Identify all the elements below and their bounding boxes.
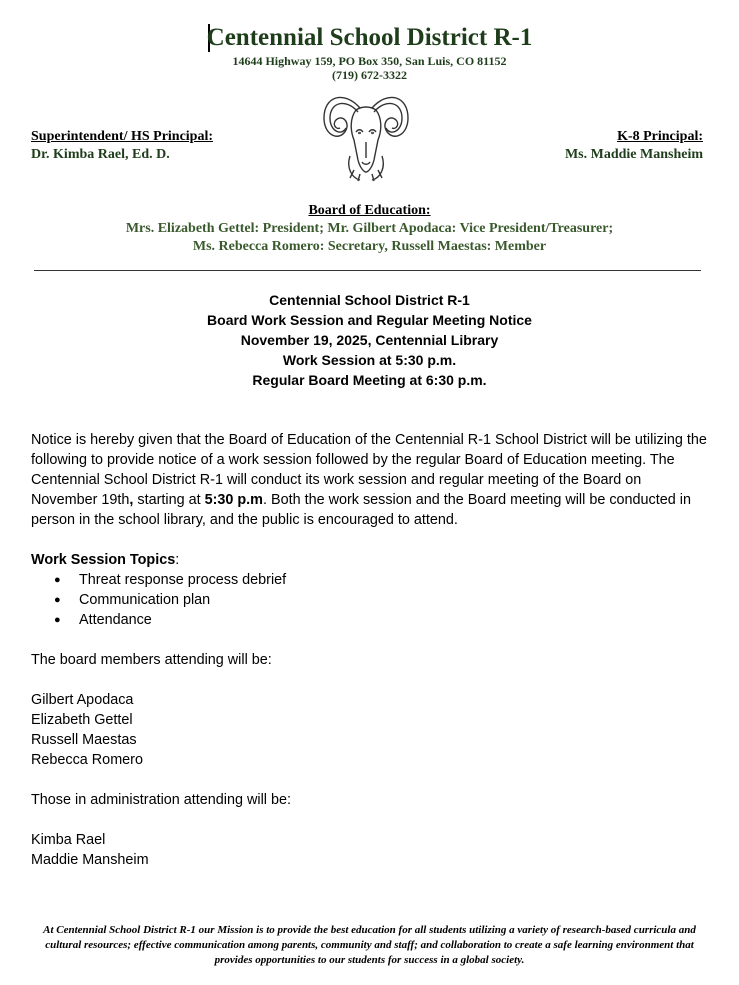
- notice-comma: ,: [129, 492, 134, 508]
- board-attendee: Rebecca Romero: [31, 752, 143, 768]
- admin-attendee: Kimba Rael: [31, 832, 106, 848]
- divider: [34, 270, 701, 271]
- list-item: ● Communication plan: [31, 590, 286, 610]
- district-phone: (719) 672-3322: [332, 68, 407, 82]
- board-attending-intro: The board members attending will be:: [31, 652, 272, 668]
- notice-regular-meeting-time: Regular Board Meeting at 6:30 p.m.: [252, 372, 487, 388]
- notice-paragraph: [31, 430, 711, 530]
- ram-mascot-icon: [320, 86, 412, 182]
- superintendent-title: Superintendent/ HS Principal:: [31, 129, 214, 144]
- notice-work-session-time: Work Session at 5:30 p.m.: [282, 352, 457, 368]
- district-address: 14644 Highway 159, PO Box 350, San Luis, CO 81152: [232, 54, 507, 68]
- mission-statement: At Centennial School District R-1 our Mission is to provide the best education for all students utilizing a variety of research-based curricula and cultural resources; effective communication among parents, community and staff; and collaboration to create a safe learning environment that provides opportunities to our students for success in a global society.: [43, 924, 696, 966]
- board-attendee: Russell Maestas: [31, 732, 137, 748]
- board-members-line-1: Mrs. Elizabeth Gettel: President; Mr. Gilbert Apodaca: Vice President/Treasurer;: [125, 221, 614, 236]
- board-attendee: Gilbert Apodaca: [31, 692, 134, 708]
- superintendent-name: Dr. Kimba Rael, Ed. D.: [31, 147, 170, 162]
- notice-date-location: November 19, 2025, Centennial Library: [240, 332, 499, 348]
- work-session-topic-list: [31, 570, 286, 630]
- notice-district: Centennial School District R-1: [269, 292, 470, 308]
- admin-attendee: Maddie Mansheim: [31, 852, 149, 868]
- notice-text: starting at: [133, 492, 205, 508]
- list-item: ● Threat response process debrief: [31, 570, 286, 590]
- board-attendee: Elizabeth Gettel: [31, 712, 133, 728]
- list-item: ● Attendance: [31, 610, 286, 630]
- notice-text: Notice is hereby given that the Board of Education of the Centennial R-1 School District will be utilizing the following to provide notice of a work session followed by the regular Board of Education meeting. The Centennial School District R-1 will conduct its work session and regular meeting of the Board on November 19th: [31, 432, 707, 508]
- work-session-label-text: Work Session Topics: [31, 552, 176, 568]
- district-title: Centennial School District R-1: [206, 24, 533, 51]
- work-session-label: [31, 550, 711, 570]
- board-title: Board of Education:: [308, 203, 431, 218]
- notice-heading: Board Work Session and Regular Meeting Notice: [207, 312, 532, 328]
- k8-principal-title: K-8 Principal:: [617, 129, 703, 144]
- board-members-line-2: Ms. Rebecca Romero: Secretary, Russell Maestas: Member: [192, 239, 547, 254]
- notice-text: . Both the work session and the Board meeting will be conducted in person in the school library, and the public is encouraged to attend.: [31, 492, 691, 528]
- notice-start-time: 5:30 p.m: [204, 492, 263, 508]
- admin-attending-intro: Those in administration attending will be:: [31, 792, 291, 808]
- k8-principal-name: Ms. Maddie Mansheim: [564, 147, 703, 162]
- work-session-colon: :: [175, 552, 180, 568]
